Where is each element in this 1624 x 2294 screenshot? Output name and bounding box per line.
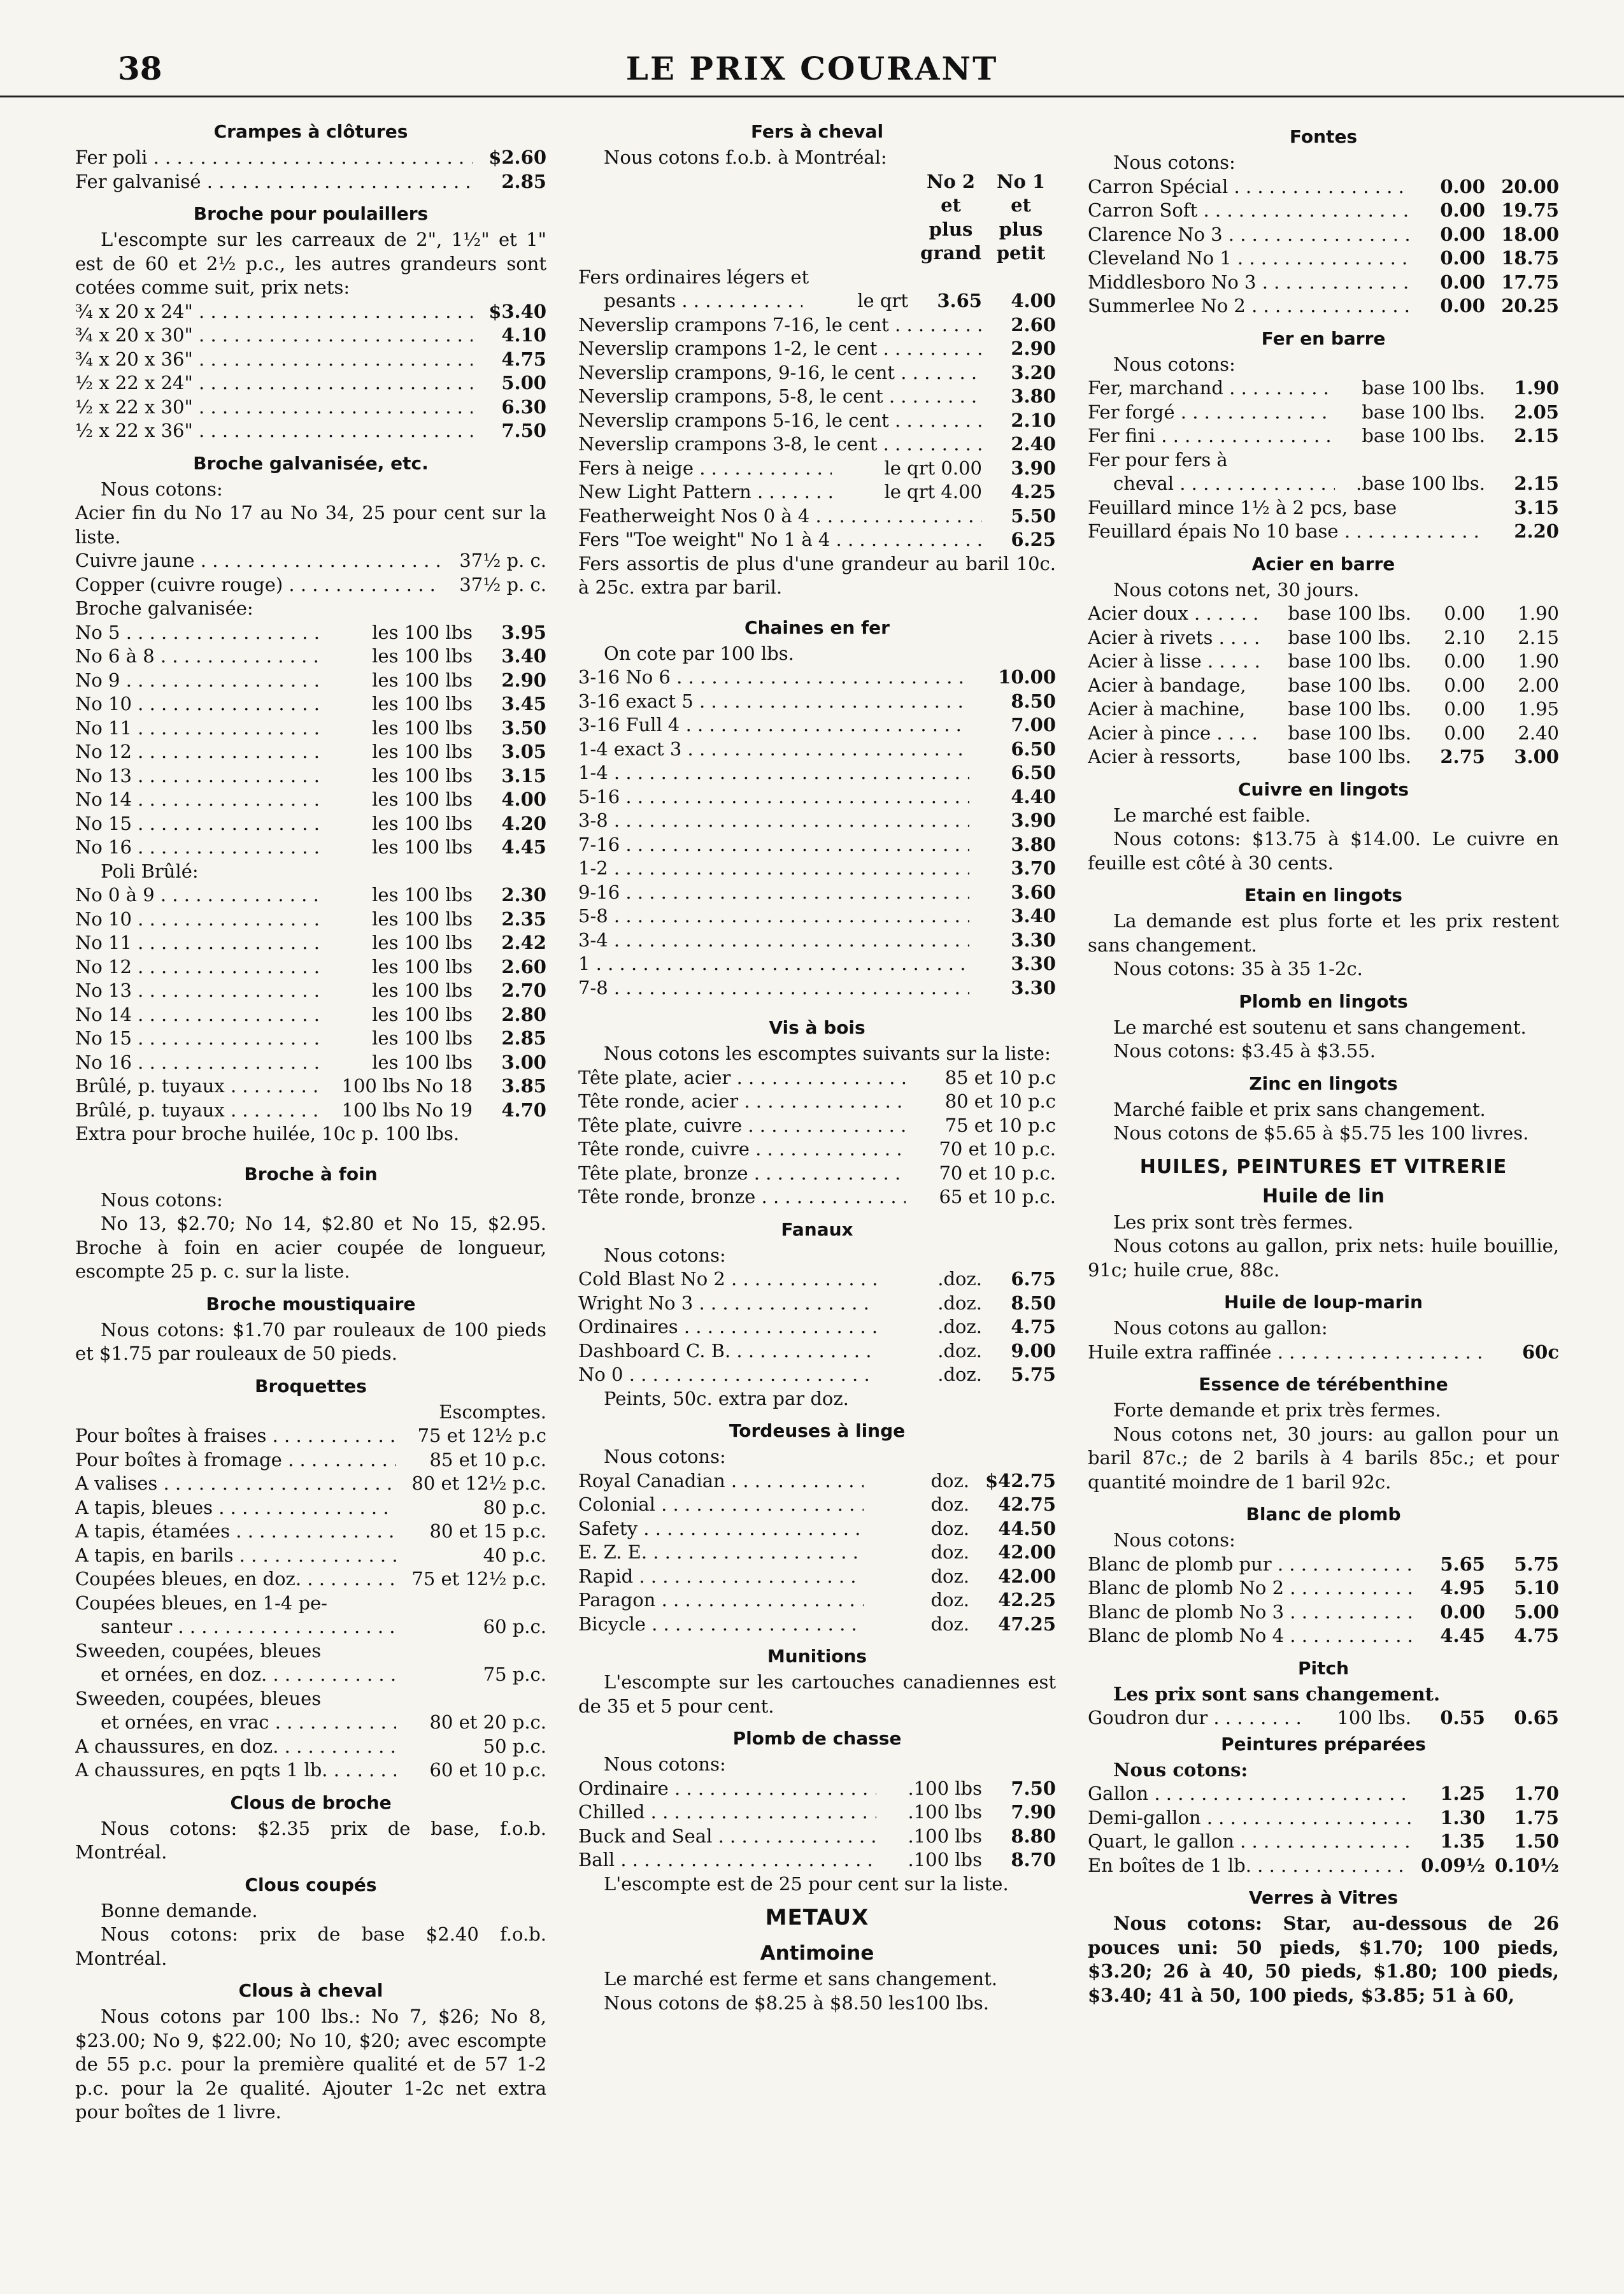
section-title: Broche pour poulaillers xyxy=(193,203,429,224)
price-row: Fer poli . . . $2.60 xyxy=(75,146,546,170)
price-row: 3-8 . . . 3.90 xyxy=(578,809,1056,833)
paragraph: Peints, 50c. extra par doz. xyxy=(604,1387,849,1409)
paragraph: Nous cotons net, 30 jours: au gallon pour un baril 87c.; de 2 barils à 4 barils 85c.; et pour quantité moindre de 1 baril 92c. xyxy=(1088,1423,1559,1493)
section-title: Essence de térébenthine xyxy=(1199,1374,1448,1395)
price-row: Neverslip crampons 5-16, le cent . . . 2.10 xyxy=(578,409,1056,433)
price-row: Tête ronde, acier . . . 80 et 10 p.c xyxy=(578,1090,1056,1114)
price-row: pesants . . . le qrt 3.65 4.00 xyxy=(578,289,1056,313)
paragraph: Nous cotons: Star, au-dessous de 26 pouces uni: 50 pieds, $1.70; 100 pieds, $3.20; 26 à 40, 50 pieds, $1.80; 100 pieds, $3.40; 41 à 50, 100 pieds, $3.85; 51 à 60, xyxy=(1088,1913,1559,2006)
section-title: Acier en barre xyxy=(1251,553,1395,574)
price-row: No 16 . . . les 100 lbs 4.45 xyxy=(75,836,546,860)
price-row: Copper (cuivre rouge) . . . 37½ p. c. xyxy=(75,573,546,597)
paragraph: Forte demande et prix très fermes. xyxy=(1113,1399,1441,1421)
price-row: Neverslip crampons 3-8, le cent . . . 2.40 xyxy=(578,432,1056,457)
price-row: A tapis, bleues . . . 80 p.c. xyxy=(75,1496,546,1520)
price-row: 1-2 . . . 3.70 xyxy=(578,857,1056,881)
section-title: Vis à bois xyxy=(769,1017,865,1038)
paragraph: Nous cotons par 100 lbs.: No 7, $26; No 8, $23.00; No 9, $22.00; No 10, $20; avec escompte de 55 p.c. pour la première qualité et de 57 1-2 p.c. pour la 2e qualité. Ajouter 1-2c net extra pour boîtes de 1 livre. xyxy=(75,2005,546,2123)
price-row: No 16 . . . les 100 lbs 3.00 xyxy=(75,1051,546,1075)
section-title: Plomb de chasse xyxy=(732,1728,902,1749)
price-row: Safety . . . doz. 44.50 xyxy=(578,1517,1056,1541)
paragraph: L'escompte est de 25 pour cent sur la liste. xyxy=(604,1872,1009,1895)
price-row: No 11 . . . les 100 lbs 3.50 xyxy=(75,716,546,741)
section-title: Broche moustiquaire xyxy=(206,1293,416,1314)
section-title: Broquettes xyxy=(255,1375,367,1397)
column-heading: et plus et plus xyxy=(929,194,1043,240)
price-row: 9-16 . . . 3.60 xyxy=(578,881,1056,905)
paragraph: Nous cotons: xyxy=(101,478,223,500)
running-head xyxy=(0,45,1624,97)
page-number: 38 xyxy=(118,50,162,87)
paragraph: Nous cotons f.o.b. à Montréal: xyxy=(604,146,887,168)
price-row: No 13 . . . les 100 lbs 3.15 xyxy=(75,764,546,788)
section-title: Plomb en lingots xyxy=(1239,990,1408,1012)
price-row: Fer galvanisé . . . 2.85 xyxy=(75,170,546,194)
price-row: Acier doux . . . base 100 lbs. 0.00 1.90 xyxy=(1088,602,1559,626)
price-row: santeur . . . 60 p.c. xyxy=(75,1615,546,1639)
paragraph: No 13, $2.70; No 14, $2.80 et No 15, $2.95. Broche à foin en acier coupée de longueur, escompte 25 p. c. sur la liste. xyxy=(75,1213,546,1282)
paragraph: Nous cotons au gallon, prix nets: huile bouillie, 91c; huile crue, 88c. xyxy=(1088,1235,1559,1281)
price-row: Tête plate, cuivre . . . 75 et 10 p.c xyxy=(578,1114,1056,1138)
paragraph: Le marché est faible. xyxy=(1113,804,1311,826)
section-title: Pitch xyxy=(1297,1657,1350,1679)
price-row: ½ x 22 x 30" . . . 6.30 xyxy=(75,395,546,420)
price-row-label: Sweeden, coupées, bleues xyxy=(75,1639,322,1662)
section-title: Fer en barre xyxy=(1261,327,1386,349)
sub-heading: Broche galvanisée: xyxy=(75,597,253,619)
price-row: Ordinaires . . . .doz. 4.75 xyxy=(578,1315,1056,1339)
price-row: Summerlee No 2 . . . 0.00 20.25 xyxy=(1088,294,1559,318)
price-row: Blanc de plomb No 4 . . . 4.45 4.75 xyxy=(1088,1624,1559,1648)
paragraph: On cote par 100 lbs. xyxy=(604,642,794,664)
major-heading: HUILES, PEINTURES ET VITRERIE xyxy=(1139,1155,1507,1178)
paragraph: Extra pour broche huilée, 10c p. 100 lbs. xyxy=(75,1123,460,1144)
section-title: Clous de broche xyxy=(230,1792,392,1813)
section-title: Munitions xyxy=(767,1646,867,1667)
paragraph: Nous cotons de $5.65 à $5.75 les 100 livres. xyxy=(1113,1122,1529,1144)
price-row: E. Z. E. . . . doz. 42.00 xyxy=(578,1541,1056,1565)
price-row: Goudron dur . . . 100 lbs. 0.55 0.65 xyxy=(1088,1706,1559,1730)
section-title: Peintures préparées xyxy=(1221,1733,1426,1755)
paragraph: Les prix sont très fermes. xyxy=(1113,1211,1353,1233)
section-title: Broche galvanisée, etc. xyxy=(193,452,429,474)
paragraph: Nous cotons: $3.45 à $3.55. xyxy=(1113,1040,1376,1062)
price-row: Neverslip crampons, 5-8, le cent . . . 3.80 xyxy=(578,385,1056,409)
price-row-label: Fers ordinaires légers et xyxy=(578,266,809,288)
price-row: Ball . . . .100 lbs 8.70 xyxy=(578,1848,1056,1872)
price-row: No 0 . . . .doz. 5.75 xyxy=(578,1363,1056,1387)
price-row: ½ x 22 x 24" . . . 5.00 xyxy=(75,371,546,395)
column-2 xyxy=(578,118,1056,2015)
price-row: Tête plate, acier . . . 85 et 10 p.c xyxy=(578,1066,1056,1090)
price-row: Tête ronde, cuivre . . . 70 et 10 p.c. xyxy=(578,1137,1056,1162)
price-row: 5-16 . . . 4.40 xyxy=(578,785,1056,809)
section-title: Chaines en fer xyxy=(744,616,890,638)
column-3 xyxy=(1088,118,1559,2007)
paragraph: Nous cotons: $2.35 prix de base, f.o.b. Montréal. xyxy=(75,1817,546,1863)
price-row: Chilled . . . .100 lbs 7.90 xyxy=(578,1800,1056,1825)
price-row: Ordinaire . . . .100 lbs 7.50 xyxy=(578,1777,1056,1801)
price-row: A chaussures, en pqts 1 lb. . . . 60 et 10 p.c. xyxy=(75,1758,546,1783)
price-row: Middlesboro No 3 . . . 0.00 17.75 xyxy=(1088,271,1559,295)
paragraph: Nous cotons: 35 à 35 1-2c. xyxy=(1113,958,1363,980)
paragraph: L'escompte sur les cartouches canadiennes est de 35 et 5 pour cent. xyxy=(578,1671,1056,1717)
column-heading: grand petit xyxy=(920,242,1046,264)
price-row: Wright No 3 . . . .doz. 8.50 xyxy=(578,1292,1056,1316)
section-title: Fanaux xyxy=(781,1218,853,1240)
price-row: 3-16 exact 5 . . . 8.50 xyxy=(578,690,1056,714)
paragraph: Nous cotons: xyxy=(1113,152,1236,173)
paragraph: Nous cotons: xyxy=(1113,1529,1236,1551)
price-row: 7-8 . . . 3.30 xyxy=(578,976,1056,1001)
paragraph: Nous cotons: $1.70 par rouleaux de 100 pieds et $1.75 par rouleaux de 50 pieds. xyxy=(75,1318,546,1364)
price-row: Colonial . . . doz. 42.75 xyxy=(578,1493,1056,1517)
price-row: Fers à neige . . . le qrt 0.00 3.90 xyxy=(578,457,1056,481)
section-title: Fontes xyxy=(1289,126,1358,147)
section-title: Cuivre en lingots xyxy=(1237,778,1409,800)
paragraph: Nous cotons les escomptes suivants sur la liste: xyxy=(604,1043,1051,1064)
paragraph: Nous cotons net, 30 jours. xyxy=(1113,578,1360,601)
price-row: No 15 . . . les 100 lbs 4.20 xyxy=(75,812,546,836)
paragraph: Nous cotons: xyxy=(101,1188,223,1211)
paragraph: Nous cotons au gallon: xyxy=(1113,1317,1328,1339)
price-row: 7-16 . . . 3.80 xyxy=(578,833,1056,857)
paragraph: La demande est plus forte et les prix restent sans changement. xyxy=(1088,910,1559,956)
major-heading: METAUX xyxy=(765,1905,869,1930)
price-row: ¾ x 20 x 24" . . . $3.40 xyxy=(75,300,546,324)
price-row: No 10 . . . les 100 lbs 2.35 xyxy=(75,908,546,932)
price-row: Buck and Seal . . . .100 lbs 8.80 xyxy=(578,1825,1056,1849)
price-row: Neverslip crampons 7-16, le cent . . . 2.60 xyxy=(578,313,1056,338)
price-row: 1-4 exact 3 . . . 6.50 xyxy=(578,737,1056,762)
paragraph: Nous cotons: xyxy=(604,1244,726,1266)
section-title: Zinc en lingots xyxy=(1249,1072,1398,1094)
price-row: et ornées, en vrac . . . 80 et 20 p.c. xyxy=(75,1711,546,1735)
paragraph: L'escompte sur les carreaux de 2", 1½" et 1" est de 60 et 2½ p.c., les autres grandeurs sont cotées comme suit, prix nets: xyxy=(75,229,546,298)
price-row: 1 . . . 3.30 xyxy=(578,952,1056,976)
paragraph: Nous cotons de $8.25 à $8.50 les100 lbs. xyxy=(604,1991,989,2014)
price-row: Quart, le gallon . . . 1.35 1.50 xyxy=(1088,1830,1559,1854)
price-row: No 9 . . . les 100 lbs 2.90 xyxy=(75,669,546,693)
price-row: Fer forgé . . . base 100 lbs. 2.05 xyxy=(1088,401,1559,425)
section-title: Clous coupés xyxy=(245,1874,377,1895)
section-title: Broche à foin xyxy=(244,1163,378,1185)
price-row: Demi-gallon . . . 1.30 1.75 xyxy=(1088,1806,1559,1830)
section-title: Verres à Vitres xyxy=(1248,1887,1399,1908)
price-row: A tapis, en barils . . . 40 p.c. xyxy=(75,1544,546,1568)
paragraph: Le marché est ferme et sans changement. xyxy=(604,1968,997,1990)
section-title: Tordeuses à linge xyxy=(729,1420,906,1441)
price-row: No 10 . . . les 100 lbs 3.45 xyxy=(75,692,546,716)
price-row: Pour boîtes à fromage . . . 85 et 10 p.c. xyxy=(75,1448,546,1472)
paragraph: Fers assortis de plus d'une grandeur au baril 10c. à 25c. extra par baril. xyxy=(578,552,1056,598)
paragraph: Nous cotons: prix de base $2.40 f.o.b. Montréal. xyxy=(75,1923,546,1969)
price-row-label: Fer pour fers à xyxy=(1088,448,1228,471)
price-row: No 15 . . . les 100 lbs 2.85 xyxy=(75,1027,546,1051)
price-row: No 13 . . . les 100 lbs 2.70 xyxy=(75,979,546,1003)
price-row: Brûlé, p. tuyaux . . . 100 lbs No 18 3.85 xyxy=(75,1074,546,1099)
price-row: No 14 . . . les 100 lbs 4.00 xyxy=(75,788,546,812)
section-title: Blanc de plomb xyxy=(1246,1504,1401,1525)
paragraph: Acier fin du No 17 au No 34, 25 pour cent sur la liste. xyxy=(75,502,546,548)
price-row: ¾ x 20 x 30" . . . 4.10 xyxy=(75,324,546,348)
price-row-label: Sweeden, coupées, bleues xyxy=(75,1687,322,1709)
price-row: Cold Blast No 2 . . . .doz. 6.75 xyxy=(578,1267,1056,1292)
price-row: A tapis, étamées . . . 80 et 15 p.c. xyxy=(75,1520,546,1544)
price-row: Cuivre jaune . . . 37½ p. c. xyxy=(75,549,546,573)
paragraph: Nous cotons: xyxy=(1113,1758,1248,1781)
paragraph: Les prix sont sans changement. xyxy=(1113,1683,1441,1705)
price-row: Carron Spécial . . . 0.00 20.00 xyxy=(1088,175,1559,199)
price-row: A chaussures, en doz. . . . 50 p.c. xyxy=(75,1735,546,1759)
paragraph: Nous cotons: xyxy=(604,1446,726,1467)
price-row: Tête plate, bronze . . . 70 et 10 p.c. xyxy=(578,1162,1056,1186)
price-row: 3-4 . . . 3.30 xyxy=(578,929,1056,953)
price-row: Acier à bandage, base 100 lbs. 0.00 2.00 xyxy=(1088,674,1559,696)
price-row: et ornées, en doz. . . . 75 p.c. xyxy=(75,1663,546,1687)
price-row: Pour boîtes à fraises . . . 75 et 12½ p.c xyxy=(75,1424,546,1448)
price-row: 3-16 Full 4 . . . 7.00 xyxy=(578,713,1056,737)
sub-heading: Poli Brûlé: xyxy=(101,860,199,882)
paragraph: Nous cotons: xyxy=(1113,353,1236,375)
price-row: Cleveland No 1 . . . 0.00 18.75 xyxy=(1088,246,1559,271)
journal-title: LE PRIX COURANT xyxy=(625,50,999,87)
price-row: ½ x 22 x 36" . . . 7.50 xyxy=(75,419,546,443)
price-row: Brûlé, p. tuyaux . . . 100 lbs No 19 4.70 xyxy=(75,1099,546,1123)
price-row: A valises . . . 80 et 12½ p.c. xyxy=(75,1472,546,1496)
price-row: 1-4 . . . 6.50 xyxy=(578,761,1056,785)
price-row: New Light Pattern . . . le qrt 4.00 4.25 xyxy=(578,480,1056,504)
paragraph: Marché faible et prix sans changement. xyxy=(1113,1098,1486,1120)
price-row: No 12 . . . les 100 lbs 2.60 xyxy=(75,955,546,980)
section-title: Antimoine xyxy=(760,1942,874,1965)
column-1 xyxy=(75,118,546,2125)
price-row: En boîtes de 1 lb. . . . 0.09½ 0.10½ xyxy=(1088,1854,1559,1878)
price-row: Royal Canadian . . . doz. $42.75 xyxy=(578,1469,1056,1493)
price-row: Acier à machine, base 100 lbs. 0.00 1.95 xyxy=(1088,698,1559,720)
section-title: Clous à cheval xyxy=(238,1980,383,2001)
price-row: Clarence No 3 . . . 0.00 18.00 xyxy=(1088,223,1559,247)
paragraph: Nous cotons: xyxy=(604,1753,726,1775)
price-row: Feuillard mince 1½ à 2 pcs, base 3.15 xyxy=(1088,496,1559,518)
price-row: No 0 à 9 . . . les 100 lbs 2.30 xyxy=(75,883,546,908)
price-row: Featherweight Nos 0 à 4 . . . 5.50 xyxy=(578,504,1056,529)
price-row: Paragon . . . doz. 42.25 xyxy=(578,1588,1056,1613)
section-title: Huile de lin xyxy=(1262,1185,1385,1208)
price-row: Fers "Toe weight" No 1 à 4 . . . 6.25 xyxy=(578,528,1056,552)
price-row: No 11 . . . les 100 lbs 2.42 xyxy=(75,931,546,955)
section-title: Fers à cheval xyxy=(750,121,884,142)
price-row: 3-16 No 6 . . . 10.00 xyxy=(578,666,1056,690)
price-row: Blanc de plomb No 2 . . . 4.95 5.10 xyxy=(1088,1576,1559,1600)
paragraph: Nous cotons: $13.75 à $14.00. Le cuivre en feuille est côté à 30 cents. xyxy=(1088,828,1559,874)
price-row: Acier à ressorts, base 100 lbs. 2.75 3.00 xyxy=(1088,746,1559,767)
price-row: No 6 à 8 . . . les 100 lbs 3.40 xyxy=(75,645,546,669)
price-row: No 14 . . . les 100 lbs 2.80 xyxy=(75,1003,546,1027)
price-row: cheval . . . .base 100 lbs. 2.15 xyxy=(1088,472,1559,496)
price-row: No 12 . . . les 100 lbs 3.05 xyxy=(75,740,546,764)
price-row: Dashboard C. B. . . . .doz. 9.00 xyxy=(578,1339,1056,1364)
price-row: No 5 . . . les 100 lbs 3.95 xyxy=(75,621,546,645)
price-row: Coupées bleues, en doz. . . . 75 et 12½ p.c. xyxy=(75,1567,546,1592)
section-title: Huile de loup-marin xyxy=(1224,1292,1423,1313)
price-row: Acier à lisse . . . base 100 lbs. 0.00 1.90 xyxy=(1088,650,1559,674)
section-title: Crampes à clôtures xyxy=(213,121,408,142)
price-row: Acier à rivets . . . base 100 lbs. 2.10 2.15 xyxy=(1088,626,1559,650)
price-row: ¾ x 20 x 36" . . . 4.75 xyxy=(75,348,546,372)
price-row: Fer, marchand . . . base 100 lbs. 1.90 xyxy=(1088,376,1559,401)
price-row: Acier à pince . . . base 100 lbs. 0.00 2.40 xyxy=(1088,722,1559,746)
price-row: Feuillard épais No 10 base . . . 2.20 xyxy=(1088,520,1559,544)
price-row: Blanc de plomb No 3 . . . 0.00 5.00 xyxy=(1088,1600,1559,1625)
paragraph: Le marché est soutenu et sans changement. xyxy=(1113,1016,1527,1038)
price-row: Neverslip crampons 1-2, le cent . . . 2.90 xyxy=(578,337,1056,361)
price-row: 5-8 . . . 3.40 xyxy=(578,904,1056,929)
price-row: Gallon . . . 1.25 1.70 xyxy=(1088,1782,1559,1806)
price-row: Neverslip crampons, 9-16, le cent . . . 3.20 xyxy=(578,361,1056,385)
column-heading: Escomptes. xyxy=(439,1400,546,1423)
price-row: Fer fini . . . base 100 lbs. 2.15 xyxy=(1088,424,1559,448)
price-row: Rapid . . . doz. 42.00 xyxy=(578,1565,1056,1589)
price-row: Carron Soft . . . 0.00 19.75 xyxy=(1088,199,1559,223)
price-row: Blanc de plomb pur . . . 5.65 5.75 xyxy=(1088,1553,1559,1577)
price-row: Bicycle . . . doz. 47.25 xyxy=(578,1613,1056,1637)
section-title: Etain en lingots xyxy=(1244,885,1402,906)
paragraph: Bonne demande. xyxy=(101,1899,258,1921)
price-row: Huile extra raffinée . . . 60c xyxy=(1088,1341,1559,1365)
price-row-label: Coupées bleues, en 1-4 pe- xyxy=(75,1592,327,1614)
price-row: Tête ronde, bronze . . . 65 et 10 p.c. xyxy=(578,1185,1056,1209)
column-heading: No 2 No 1 xyxy=(926,170,1046,192)
